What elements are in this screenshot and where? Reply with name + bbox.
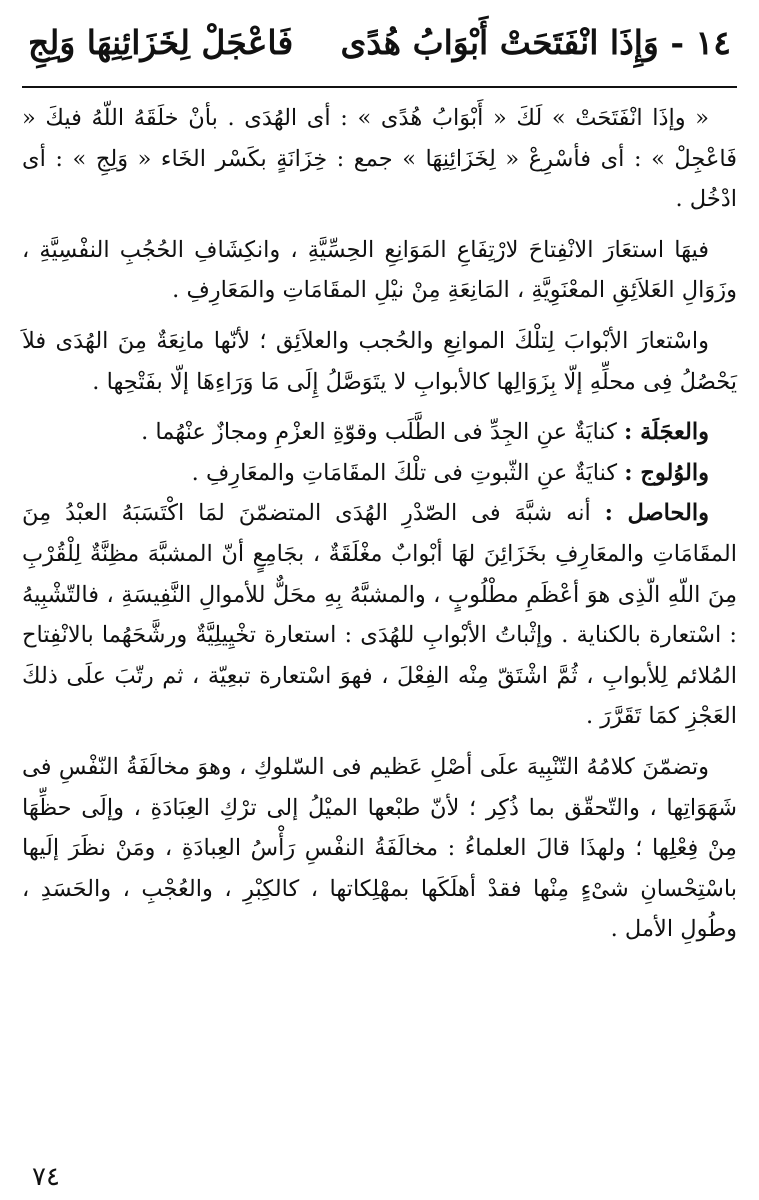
heading-divider: [22, 86, 737, 88]
commentary-paragraph-2: [22, 230, 737, 311]
paragraph-text: وتضمّنَ كلامُهُ التّنْبِيهَ علَى أصْلِ عَظيم فى السّلوكِ ، وهوَ مخالَفَةُ النّفْسِ فى شَهَوَاتِها ، والتّحقّق بما ذُكِر ؛ لأنّ طبْعها الميْلُ إلى ترْكِ العِبَادَةِ ، وإلَى حظِّهَا مِنْ فِعْلِها ؛ ولهذَا قالَ العلماءُ : مخالَفَةُ النفْسِ رَأْسُ العِبادَةِ ، ومَنْ نظَرَ إلَيها باسْتِحْسانِ شىْءٍ مِنْها فقدْ أهلَكَها بمهْلِكاتها ، كالكِبْرِ ، والعُجْبِ ، والحَسَدِ ، وطُولِ الأمل .: [22, 753, 737, 943]
definition-term: والعجَلَة :: [623, 419, 709, 446]
commentary-paragraph-3: [22, 321, 737, 402]
aphorism-heading-second-half: فَاعْجَلْ لِخَزَائِنِهَا وَلِجِ: [28, 23, 294, 62]
commentary-paragraph-1: [22, 98, 737, 220]
aphorism-heading: [22, 14, 737, 72]
commentary-paragraph-closing: [22, 747, 737, 950]
definition-term: والوُلوج :: [624, 459, 709, 486]
page-number: ٧٤: [32, 1162, 60, 1192]
book-page: [22, 14, 737, 1200]
definition-term: والحاصل :: [604, 500, 709, 527]
definition-text: كنايَةٌ عنِ الثّبوتِ فى تلْكَ المقَامَاتِ والمعَارِفِ .: [191, 459, 625, 486]
definition-haste: [22, 412, 737, 453]
definition-text: كنايَةٌ عنِ الجِدِّ فى الطَّلَب وقوّةِ العزْمِ ومجازٌ عنْهُما .: [141, 419, 624, 446]
paragraph-text: « وإذَا انْفَتَحَتْ » لَكَ « أَبْوَابُ هُدًى » : أى الهُدَى . بأنْ خلَقَهُ اللّهُ فيكَ « فَاعْجِلْ » : أى فأسْرِعْ « لِخَزَائِنِهَا » جمع : خِزَانَةٍ بكَسْر الخَاء « وَلِجِ » : أى ادْخُل .: [22, 105, 737, 213]
paragraph-text: واسْتعارَ الأبْوابَ لِتلْكَ الموانِعِ والحُجب والعلاَئِق ؛ لأنّها مانِعَةٌ مِنَ الهُدَى فلاَ يَحْصُلُ فِى محلِّهِ إلّا بِزَوَالِها كالأبوابِ لا يتَوَصَّلُ إِلَى مَا وَرَاءِهَا إلّا بفَتْحِها .: [22, 327, 737, 395]
aphorism-heading-first-half: ١٤ - وَإِذَا انْفَتَحَتْ أَبْوَابُ هُدًى: [340, 23, 731, 62]
definition-entering: [22, 453, 737, 494]
definition-summary: [22, 493, 737, 737]
definition-text: أنه شبَّهَ فى الصّدْرِ الهُدَى المتضمّنَ لمَا اكْتَسَبَهُ العبْدُ مِنَ المقَامَاتِ والمعَارِفِ بخَزَائِنَ لهَا أبْوابٌ مغْلَقَةٌ ، بجَامِعٍ أنّ المشبَّهَ مظِنَّةٌ لِلْقُرْبِ مِنَ اللّهِ الّذِى هوَ أعْظَمِ مطْلُوبٍ ، والمشبَّهُ بِهِ محَلٌّ للأموالِ النَّفِيسَةِ ، فالتّشْبِيهُ : اسْتعارة بالكناية . وإثْباتُ الأبْوابِ للهُدَى : استعارة تخْيِيلِيَّةٌ ورشَّحَهُما بالانْفِتاح المُلائم لِلأبوابِ ، ثُمَّ اشْتَقّ مِنْه الفِعْلَ ، فهوَ اسْتعارة تبعِيّة ، ثم رتّبَ علَى ذلكَ العَجْزِ كمَا تَقَرَّرَ .: [22, 500, 737, 730]
paragraph-text: فيهَا استعَارَ الانْفِتاحَ لارْتِفَاعِ المَوَانِعِ الحِسِّيَّةِ ، وانكِشَافِ الحُجُبِ النفْسِيَّةِ ، وزَوَالِ العَلاَئِقِ المعْنَوِيَّةِ ، المَانِعَةِ مِنْ نيْلِ المقَامَاتِ والمَعَارِفِ .: [22, 236, 737, 304]
